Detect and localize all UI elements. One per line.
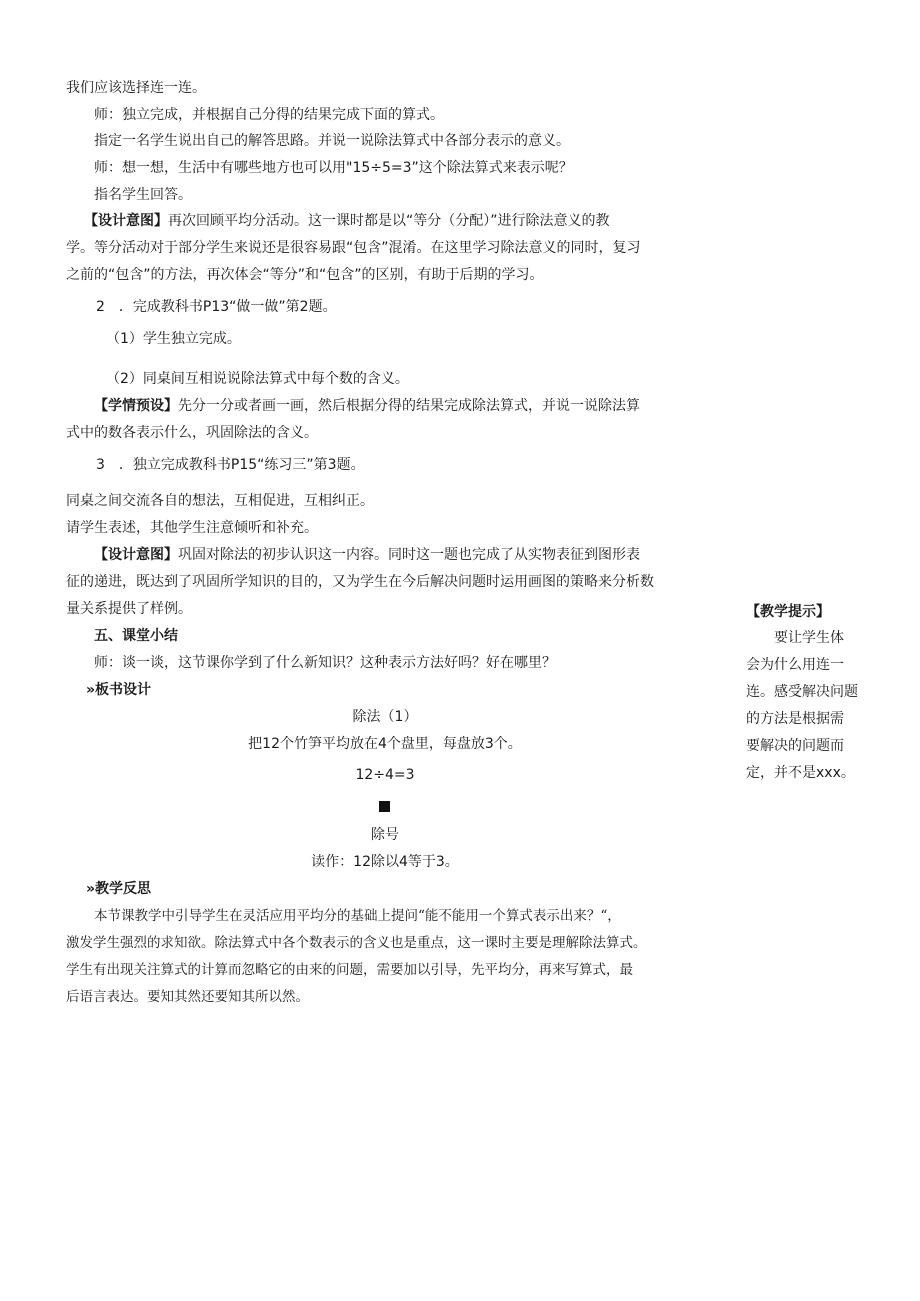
design-intent-tag: 【设计意图】: [94, 547, 178, 563]
text-line: 师：想一想，生活中有哪些地方也可以用"15÷5=3”这个除法算式来表示呢？: [94, 160, 573, 176]
board-equation: 12÷4=3: [355, 767, 415, 783]
step-heading: 3 ．独立完成教科书P15“练习三”第3题。: [96, 457, 365, 473]
sidebar-line: 连。感受解决问题: [746, 684, 858, 700]
learning-preview-paragraph: 【学情预设】先分一分或者画一画，然后根据分得的结果完成除法算式，并说一说除法算: [94, 398, 640, 414]
sidebar-line: 要解决的问题而: [746, 738, 844, 754]
reflection-line: 学生有出现关注算式的计算而忽略它的由来的问题，需要加以引导，先平均分，再来写算式，最: [66, 962, 633, 978]
reflection-line: 激发学生强烈的求知欲。除法算式中各个数表示的含义也是重点，这一课时主要是理解除法算式。: [66, 935, 647, 951]
text-line: 学。等分活动对于部分学生来说还是很容易跟“包含”混淆。在这里学习除法意义的同时，复习: [66, 240, 641, 256]
text-line: 我们应该选择连一连。: [66, 80, 206, 96]
section-heading: »板书设计: [86, 682, 152, 698]
text-line: （1）学生独立完成。: [106, 331, 241, 347]
text-line: （2）同桌间互相说说除法算式中每个数的含义。: [106, 371, 409, 387]
text-line: 同桌之间交流各自的想法，互相促进，互相纠正。: [66, 493, 374, 509]
section-heading: 五、课堂小结: [94, 628, 178, 644]
reflection-line: 本节课教学中引导学生在灵活应用平均分的基础上提问“能不能用一个算式表示出来？“，: [94, 908, 621, 924]
sidebar-line: 定，并不是xxx。: [746, 765, 855, 781]
text-line: 师：独立完成，并根据自己分得的结果完成下面的算式。: [94, 107, 444, 123]
text-line: 请学生表述，其他学生注意倾听和补充。: [66, 520, 318, 536]
text-line: 征的递进，既达到了巩固所学知识的目的，又为学生在今后解决问题时运用画图的策略来分析数: [66, 574, 654, 590]
black-square-marker: [379, 801, 390, 812]
board-label: 除号: [371, 827, 399, 843]
text-line: 师：谈一谈，这节课你学到了什么新知识？这种表示方法好吗？好在哪里？: [94, 655, 556, 671]
board-line: 把12个竹笋平均放在4个盘里，每盘放3个。: [248, 736, 522, 752]
sidebar-line: 的方法是根据需: [746, 711, 844, 727]
design-intent-tag: 【设计意图】: [84, 213, 168, 229]
learning-preview-tag: 【学情预设】: [94, 398, 178, 414]
text-line: 指定一名学生说出自己的解答思路。并说一说除法算式中各部分表示的意义。: [94, 133, 570, 149]
text-line: 之前的“包含”的方法，再次体会“等分”和“包含”的区别，有助于后期的学习。: [66, 267, 544, 283]
board-reading: 读作：12除以4等于3。: [311, 854, 459, 870]
sidebar-title: 【教学提示】: [746, 604, 830, 620]
reflection-line: 后语言表达。要知其然还要知其所以然。: [66, 989, 309, 1005]
text-line: 指名学生回答。: [94, 187, 192, 203]
step-heading: 2 ．完成教科书P13“做一做”第2题。: [96, 299, 337, 315]
design-intent-paragraph: 【设计意图】巩固对除法的初步认识这一内容。同时这一题也完成了从实物表征到图形表: [94, 547, 640, 563]
text-line: 量关系提供了样例。: [66, 601, 192, 617]
section-heading: »教学反思: [86, 881, 152, 897]
board-title: 除法（1）: [352, 709, 418, 725]
design-intent-paragraph: 【设计意图】再次回顾平均分活动。这一课时都是以“等分（分配）”进行除法意义的教: [84, 213, 610, 229]
sidebar-line: 要让学生体: [774, 630, 844, 646]
text-line: 式中的数各表示什么，巩固除法的含义。: [66, 425, 318, 441]
sidebar-line: 会为什么用连一: [746, 657, 844, 673]
